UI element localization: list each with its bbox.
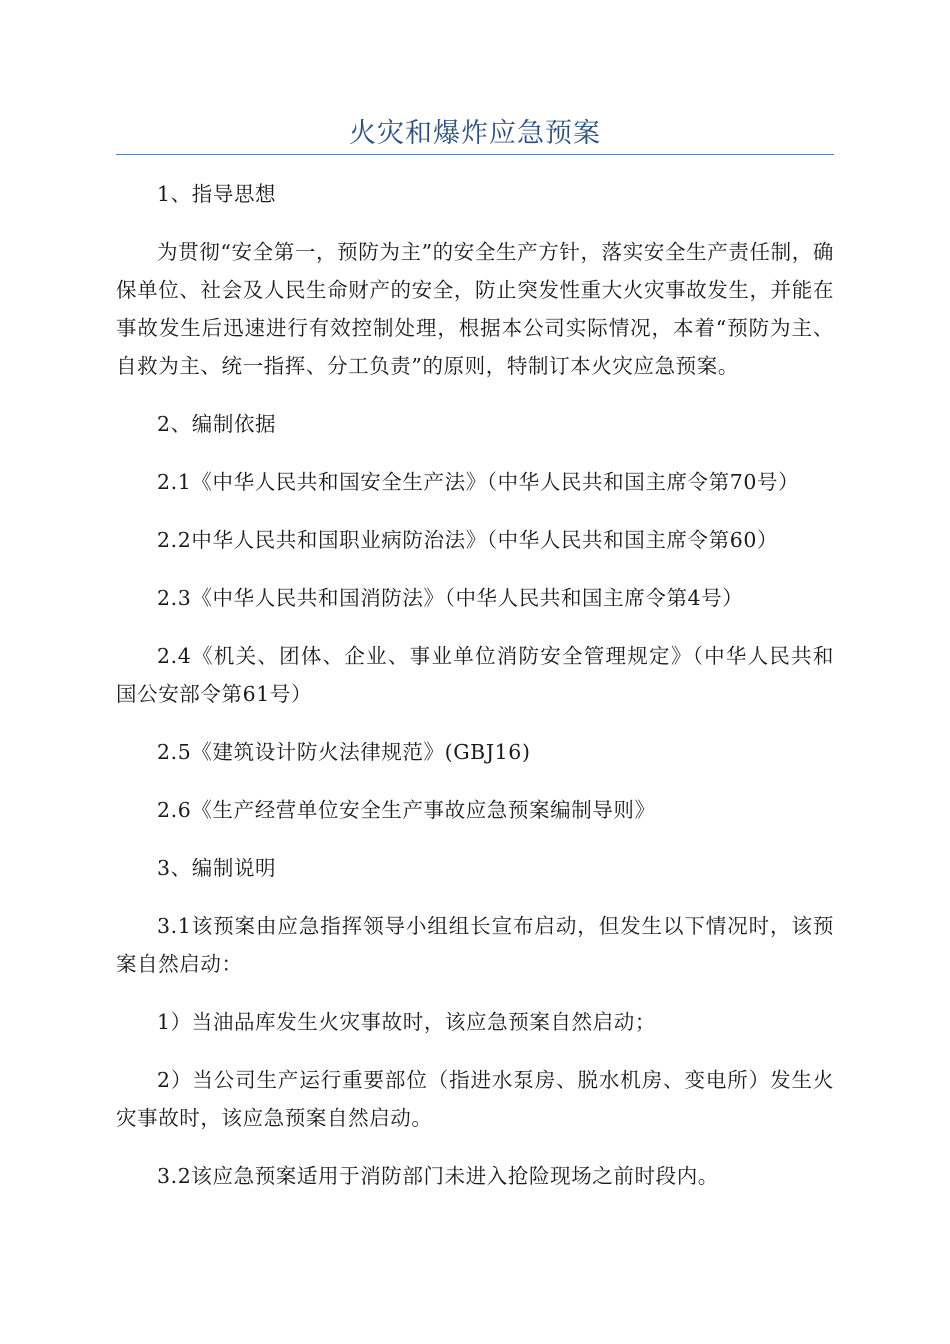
- explanation-subitem-1: 1）当油品库发生火灾事故时，该应急预案自然启动；: [157, 1010, 656, 1034]
- basis-item-2-6: 2.6《生产经营单位安全生产事故应急预案编制导则》: [157, 798, 656, 822]
- basis-item-2-5: 2.5《建筑设计防火法律规范》(GBJ16): [157, 740, 531, 764]
- title-underline: [116, 154, 834, 155]
- explanation-item-3-2: 3.2该应急预案适用于消防部门未进入抢险现场之前时段内。: [157, 1164, 719, 1188]
- basis-item-2-2: 2.2中华人民共和国职业病防治法》（中华人民共和国主席令第60）: [157, 528, 779, 552]
- section-heading-basis: 2、编制依据: [157, 412, 277, 436]
- section-heading-guiding-thought: 1、指导思想: [157, 182, 277, 206]
- section-heading-explanation: 3、编制说明: [157, 856, 277, 880]
- basis-item-2-3: 2.3《中华人民共和国消防法》（中华人民共和国主席令第4号）: [157, 586, 744, 610]
- basis-item-2-1: 2.1《中华人民共和国安全生产法》（中华人民共和国主席令第70号）: [157, 470, 800, 494]
- explanation-subitem-2: 2）当公司生产运行重要部位（指进水泵房、脱水机房、变电所）发生火灾事故时，该应急预案自然启动。: [116, 1068, 834, 1130]
- document-title: 火灾和爆炸应急预案: [349, 118, 601, 149]
- explanation-item-3-1: 3.1该预案由应急指挥领导小组组长宣布启动，但发生以下情况时，该预案自然启动：: [116, 914, 834, 976]
- paragraph-guiding-thought: 为贯彻“安全第一，预防为主”的安全生产方针，落实安全生产责任制，确保单位、社会及人民生命财产的安全，防止突发性重大火灾事故发生，并能在事故发生后迅速进行有效控制处理，根据本公司实际情况，本着“预防为主、自救为主、统一指挥、分工负责”的原则，特制订本火灾应急预案。: [116, 240, 834, 378]
- basis-item-2-4: 2.4《机关、团体、企业、事业单位消防安全管理规定》（中华人民共和国公安部令第61号）: [116, 644, 834, 706]
- document-body: [116, 175, 834, 1215]
